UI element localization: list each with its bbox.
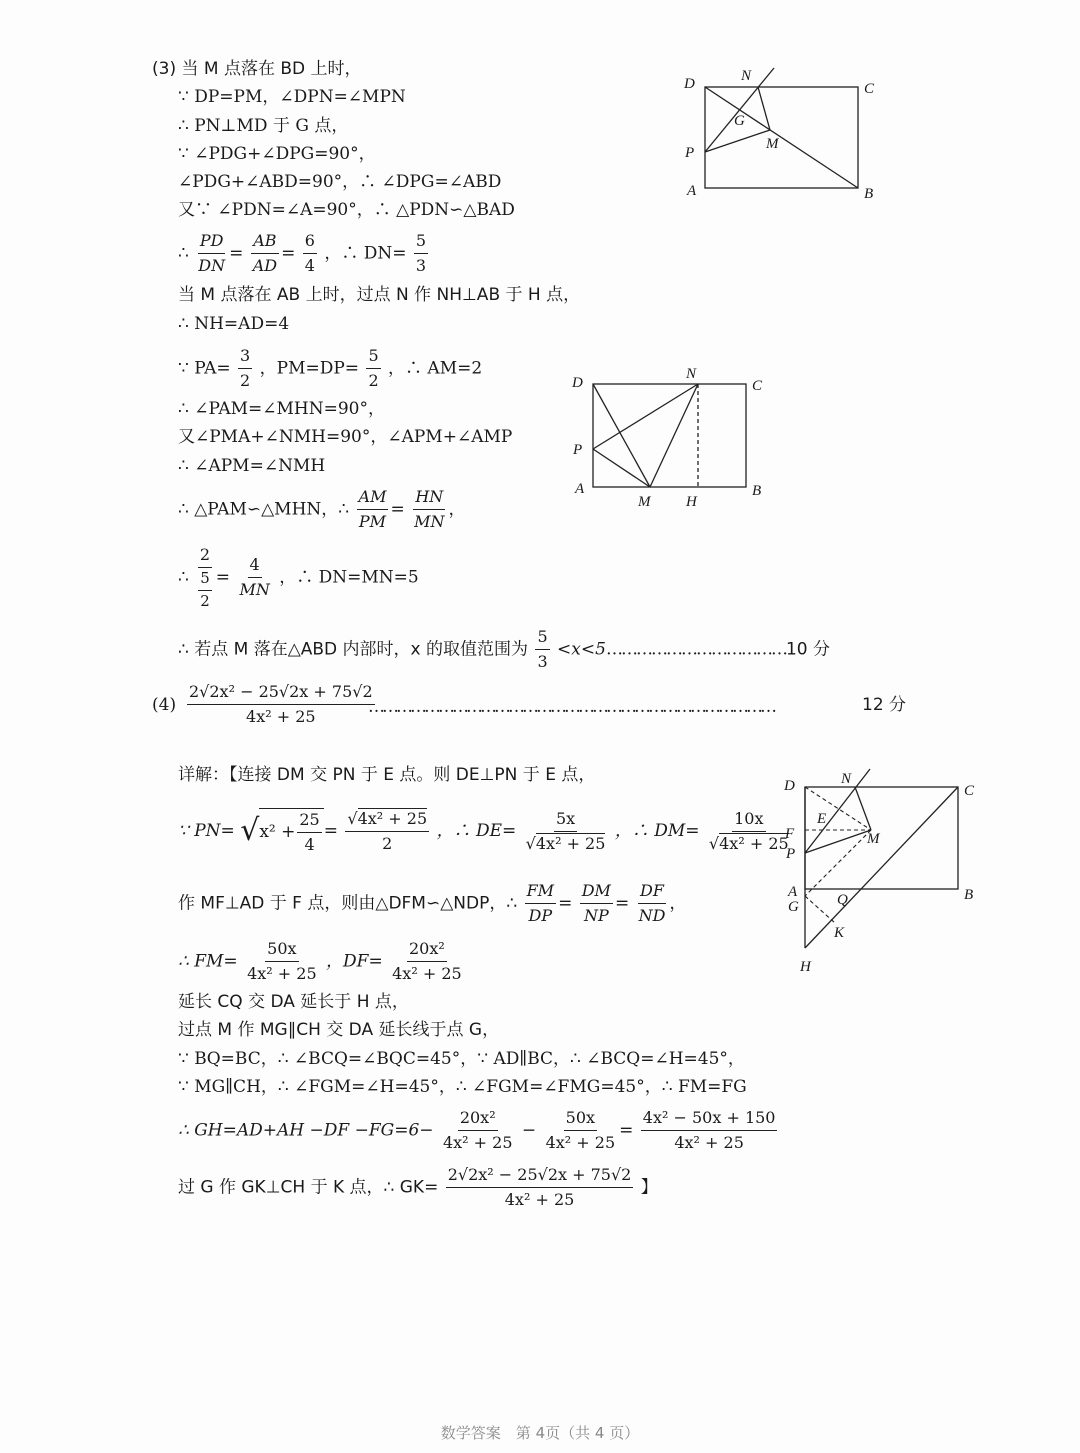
label-P: P: [685, 145, 695, 161]
label-M: M: [766, 136, 779, 152]
part4-answer: $\frac{\text{2√2x² − 25√2x + 75√2}}{\text{4x² + 25}}$: [189, 682, 373, 727]
label-C: C: [752, 378, 763, 394]
label-B: B: [864, 186, 874, 202]
text-line: 又∠PMA+∠NMH=90°，∠APM+∠AMP: [178, 427, 513, 447]
label-B: B: [964, 887, 974, 903]
label-G: G: [788, 899, 799, 915]
text-line: ∴ NH=AD=4: [178, 314, 290, 334]
label-D: D: [784, 778, 795, 794]
gk-line: 过 G 作 GK⊥CH 于 K 点，∴ GK= $\frac{\text{2√2x² − 25√2x + 75√2}}{\text{4x² + 25}}$ 】: [178, 1165, 658, 1210]
compound-line: ∴ 2 5 2 = $\frac{4}{MN}$ ，∴ DN=MN=5: [178, 545, 419, 610]
label-B: B: [752, 483, 762, 499]
pn-line: ∵ PN= √ x² + $\frac{25}{4}$ = $\frac{\text{√4x² + 25}}{2}$ ，∴ DE= $\frac{5x}{\text{√4x² + 25}}$ ，∴ DM= $\frac{10x}{\text{√4x² + 25}}$: [178, 808, 789, 855]
figure-2: [565, 365, 775, 515]
text-line: 又∵ ∠PDN=∠A=90°，∴ △PDN∽△BAD: [178, 200, 515, 220]
text-line: ∠PDG+∠ABD=90°，∴ ∠DPG=∠ABD: [178, 172, 502, 192]
figure-3: [775, 765, 985, 980]
label-A: A: [575, 481, 585, 497]
fm-df-line: ∴ FM= $\frac{50x}{\text{4x² + 25}}$ ，DF= $\frac{\text{20x²}}{\text{4x² + 25}}$: [178, 939, 462, 984]
label-C: C: [964, 783, 975, 799]
text-line: ∵ MG∥CH，∴ ∠FGM=∠H=45°，∴ ∠FGM=∠FMG=45°，∴ FM=FG: [178, 1077, 747, 1097]
text-line: ∵ DP=PM，∠DPN=∠MPN: [178, 87, 406, 107]
score-12: 12 分: [862, 695, 907, 715]
label-H: H: [686, 494, 697, 510]
part4-label: (4): [152, 695, 177, 715]
label-G: G: [734, 113, 745, 129]
part3-heading: (3) 当 M 点落在 BD 上时，: [152, 59, 362, 79]
label-N: N: [841, 771, 852, 787]
ratio-line-1: ∴ $\frac{PD}{DN}$ = $\frac{AB}{AD}$ = $\frac{6}{4}$ ，∴ DN= $\frac{5}{3}$: [178, 231, 427, 276]
similar-line: ∴ △PAM∽△MHN，∴ $\frac{AM}{PM}$ = $\frac{HN}{MN}$ ，: [178, 487, 466, 532]
label-N: N: [741, 68, 752, 84]
text-line: ∴ PN⊥MD 于 G 点，: [178, 116, 349, 136]
score-dots: ……………………………………………………………………………: [368, 699, 774, 716]
range-line: ∴ 若点 M 落在△ABD 内部时，x 的取值范围为 $\frac{5}{3}$ <x<5………………………………10 分: [178, 627, 830, 672]
label-P: P: [786, 846, 796, 862]
label-D: D: [572, 375, 583, 391]
text-line: ∴ ∠APM=∠NMH: [178, 456, 326, 476]
label-C: C: [864, 81, 875, 97]
text-line: ∵ ∠PDG+∠DPG=90°，: [178, 144, 376, 164]
mf-line: 作 MF⊥AD 于 F 点，则由△DFM∽△NDP，∴ $\frac{FM}{DP}$ = $\frac{DM}{NP}$ = $\frac{DF}{ND}$ ，: [178, 881, 687, 926]
text-line: ∴ ∠PAM=∠MHN=90°，: [178, 399, 385, 419]
label-E: E: [817, 811, 827, 827]
label-Q: Q: [837, 892, 848, 908]
label-A: A: [687, 183, 697, 199]
detail-heading: 详解：【连接 DM 交 PN 于 E 点。则 DE⊥PN 于 E 点，: [178, 765, 596, 785]
figure-1: [670, 60, 890, 205]
text-line: 过点 M 作 MG∥CH 交 DA 延长线于点 G，: [178, 1020, 500, 1040]
label-K: K: [834, 925, 845, 941]
label-P: P: [573, 442, 583, 458]
text-line: 延长 CQ 交 DA 延长于 H 点，: [178, 992, 409, 1012]
label-M: M: [638, 494, 651, 510]
label-A: A: [788, 884, 798, 900]
gh-line: ∴ GH=AD+AH −DF −FG=6− $\frac{\text{20x²}}{\text{4x² + 25}}$ − $\frac{50x}{\text{4x² + 25}}$ = $\frac{\text{4x² − 50x + 150}}{\text{4x² + 25}}$: [178, 1108, 776, 1153]
text-line: ∵ BQ=BC，∴ ∠BCQ=∠BQC=45°，∵ AD∥BC，∴ ∠BCQ=∠H=45°，: [178, 1049, 745, 1069]
label-H: H: [800, 959, 811, 975]
text-line: 当 M 点落在 AB 上时，过点 N 作 NH⊥AB 于 H 点，: [178, 285, 581, 305]
label-N: N: [686, 366, 697, 382]
pa-line: ∵ PA= $\frac{3}{2}$ ，PM=DP= $\frac{5}{2}$ ，∴ AM=2: [178, 346, 483, 391]
label-D: D: [684, 76, 695, 92]
page-footer: 数学答案 第 4页（共 4 页）: [440, 1424, 640, 1442]
label-F: F: [785, 826, 795, 842]
label-M: M: [867, 831, 880, 847]
